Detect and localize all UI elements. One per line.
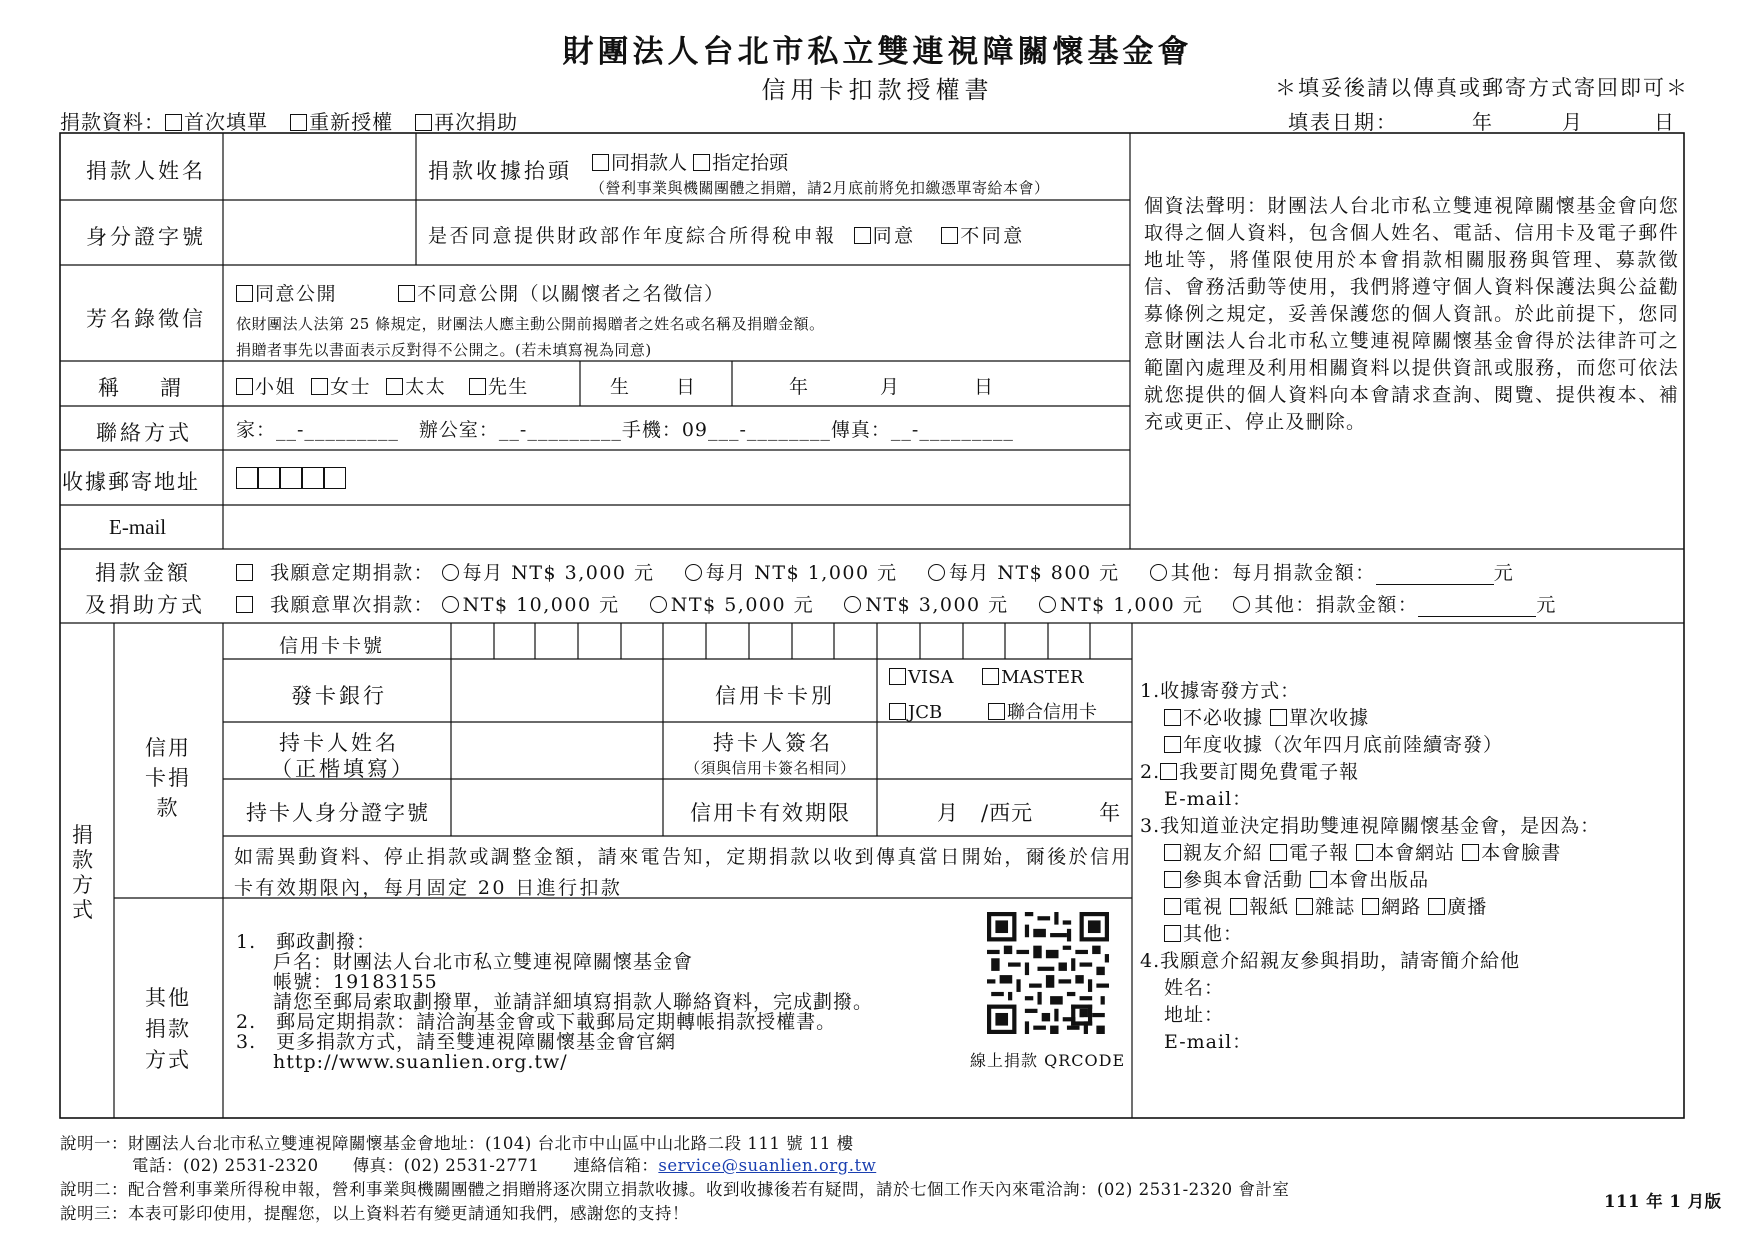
union-card-label: 聯合信用卡 xyxy=(1007,702,1097,723)
single-label: 我願意單次捐款： xyxy=(270,594,435,616)
reason-other-checkbox[interactable] xyxy=(1164,925,1181,942)
single-other-label: 其他：捐款金額： xyxy=(1254,594,1419,616)
periodic-checkbox[interactable] xyxy=(236,564,253,581)
referral-email[interactable]: E-mail： xyxy=(1164,1031,1253,1053)
holder-id-label: 持卡人身分證字號 xyxy=(246,801,430,825)
master-checkbox[interactable] xyxy=(982,668,999,685)
birthday-label: 生 日 xyxy=(610,376,699,398)
periodic-800-label: 每月 NT$ 800 元 xyxy=(948,562,1120,584)
honor-roll-label: 芳名錄徵信 xyxy=(86,307,206,331)
birthday-month[interactable]: 月 xyxy=(880,376,900,398)
single-10000-label: NT$ 10,000 元 xyxy=(462,594,620,616)
referral-address[interactable]: 地址： xyxy=(1164,1004,1225,1026)
title-mr-checkbox[interactable] xyxy=(469,378,486,395)
qr-label: 線上捐款 QRCODE xyxy=(970,1051,1126,1070)
donate-again-label: 再次捐助 xyxy=(434,110,519,134)
honor-note-2: 捐贈者事先以書面表示反對得不公開之。(若未填寫視為同意) xyxy=(236,341,652,359)
same-as-donor-checkbox[interactable] xyxy=(592,154,609,171)
credit-card-label: 信用卡捐款 xyxy=(145,736,191,820)
periodic-1000-label: 每月 NT$ 1,000 元 xyxy=(705,562,898,584)
other-item-3: 3. 更多捐款方式，請至雙連視障關懷基金會官網 xyxy=(236,1031,677,1053)
title-miss-label: 小姐 xyxy=(255,376,297,398)
reason-other-label: 其他： xyxy=(1183,923,1244,945)
expiry-label: 信用卡有效期限 xyxy=(690,801,851,825)
master-label: MASTER xyxy=(1001,667,1084,688)
receipt-note: （營利事業與機關團體之捐贈，請2月底前將免扣繳憑單寄給本會） xyxy=(590,179,1050,197)
reason-magazine-checkbox[interactable] xyxy=(1296,898,1313,915)
contact-fields[interactable]: 家：__-_________ 辦公室：__-_________手機：09___-________傳真：__-_________ xyxy=(236,419,1014,441)
contact-email-link[interactable]: service@suanlien.org.tw xyxy=(658,1156,877,1175)
single-other-radio[interactable] xyxy=(1233,596,1250,613)
reason-internet-label: 網路 xyxy=(1381,896,1422,918)
signature-note: （須與信用卡簽名相同） xyxy=(685,759,856,777)
periodic-other-radio[interactable] xyxy=(1150,564,1167,581)
honor-options xyxy=(236,279,725,306)
periodic-800-radio[interactable] xyxy=(928,564,945,581)
receipt-section xyxy=(1140,678,1680,1056)
first-time-label: 首次填單 xyxy=(184,110,268,134)
single-checkbox[interactable] xyxy=(236,596,253,613)
reason-friend-label: 親友介紹 xyxy=(1183,842,1264,864)
other-item-account-name: 戶名：財團法人台北市私立雙連視障關懷基金會 xyxy=(273,951,694,973)
receipt-method-question: 1.收據寄發方式： xyxy=(1140,680,1301,702)
id-number-label: 身分證字號 xyxy=(86,225,206,249)
single-receipt-label: 單次收據 xyxy=(1289,707,1370,729)
periodic-other-amount[interactable] xyxy=(1376,562,1494,585)
periodic-other-label: 其他：每月捐款金額： xyxy=(1170,562,1376,584)
jcb-checkbox[interactable] xyxy=(889,703,906,720)
tax-agree-checkbox[interactable] xyxy=(854,227,871,244)
visa-checkbox[interactable] xyxy=(889,668,906,685)
footer-note-1: 說明一：財團法人台北市私立雙連視障關懷基金會地址：(104) 台北市中山區中山北路二段 111 號 11 樓 xyxy=(60,1134,854,1153)
title-miss-checkbox[interactable] xyxy=(236,378,253,395)
single-row xyxy=(236,590,1557,617)
honor-note-1: 依財團法人法第 25 條規定，財團法人應主動公開前揭贈者之姓名或名稱及捐贈金額。 xyxy=(236,315,825,333)
holder-signature-field[interactable] xyxy=(878,723,1130,778)
address-label: 收據郵寄地址 xyxy=(62,470,200,494)
visa-label: VISA xyxy=(908,667,954,688)
fill-date-day: 日 xyxy=(1654,110,1676,134)
card-type-row-2 xyxy=(889,698,1097,724)
periodic-label: 我願意定期捐款： xyxy=(270,562,435,584)
periodic-3000-radio[interactable] xyxy=(442,564,459,581)
fill-date-year: 年 xyxy=(1472,110,1494,134)
single-5000-label: NT$ 5,000 元 xyxy=(670,594,815,616)
jcb-label: JCB xyxy=(908,702,943,723)
reason-facebook-label: 本會臉書 xyxy=(1481,842,1562,864)
tax-agree-label: 同意 xyxy=(872,225,916,247)
qr-code-icon[interactable] xyxy=(987,912,1109,1034)
periodic-1000-radio[interactable] xyxy=(685,564,702,581)
designated-title-label: 指定抬頭 xyxy=(712,152,789,174)
single-5000-radio[interactable] xyxy=(650,596,667,613)
receipt-title-options xyxy=(592,148,788,175)
newsletter-email[interactable]: E-mail： xyxy=(1164,788,1253,810)
birthday-day[interactable]: 日 xyxy=(974,376,994,398)
other-item-account-number: 帳號：19183155 xyxy=(273,971,438,993)
holder-name-note: （正楷填寫） xyxy=(271,757,415,781)
expiry-field[interactable]: 月 /西元 年 xyxy=(937,801,1122,825)
single-10000-radio[interactable] xyxy=(442,596,459,613)
referral-name[interactable]: 姓名： xyxy=(1164,977,1225,999)
single-1000-radio[interactable] xyxy=(1039,596,1056,613)
tax-question-label: 是否同意提供財政部作年度綜合所得稅申報 xyxy=(428,225,837,247)
donor-name-field[interactable] xyxy=(225,135,414,198)
reason-website-checkbox[interactable] xyxy=(1356,844,1373,861)
title-ms-label: 女士 xyxy=(330,376,372,398)
holder-name-label: 持卡人姓名 xyxy=(279,731,399,755)
receipt-title-label: 捐款收據抬頭 xyxy=(428,159,572,183)
form-title: 財團法人台北市私立雙連視障關懷基金會 xyxy=(562,34,1193,70)
honor-public-label: 同意公開 xyxy=(255,283,338,305)
newsletter-number: 2. xyxy=(1140,761,1161,783)
amount-label-1: 捐款金額 xyxy=(95,561,191,585)
issuing-bank-label: 發卡銀行 xyxy=(291,684,387,708)
reason-question: 3.我知道並決定捐助雙連視障關懷基金會，是因為： xyxy=(1140,815,1601,837)
reason-friend-checkbox[interactable] xyxy=(1164,844,1181,861)
fill-date-label: 填表日期： xyxy=(1288,110,1398,134)
id-number-field[interactable] xyxy=(225,202,414,263)
reason-magazine-label: 雜誌 xyxy=(1315,896,1356,918)
footer-contact xyxy=(132,1152,876,1176)
other-item-2: 2. 郵局定期捐款：請洽詢基金會或下載郵局定期轉帳捐款授權書。 xyxy=(236,1011,837,1033)
change-note-2: 卡有效期限內，每月固定 20 日進行扣款 xyxy=(234,877,623,899)
no-receipt-label: 不必收據 xyxy=(1183,707,1264,729)
card-number-label: 信用卡卡號 xyxy=(279,635,385,657)
holder-name-field[interactable] xyxy=(452,723,662,778)
fill-date-month: 月 xyxy=(1562,110,1584,134)
single-3000-radio[interactable] xyxy=(844,596,861,613)
reauthorize-label: 重新授權 xyxy=(309,110,394,134)
reason-enews-checkbox[interactable] xyxy=(1270,844,1287,861)
annual-receipt-checkbox[interactable] xyxy=(1164,736,1181,753)
tax-disagree-label: 不同意 xyxy=(960,225,1025,247)
card-type-row-1 xyxy=(889,667,1084,688)
periodic-3000-label: 每月 NT$ 3,000 元 xyxy=(462,562,655,584)
title-ms-checkbox[interactable] xyxy=(311,378,328,395)
email-field[interactable] xyxy=(225,507,1128,547)
honor-private-checkbox[interactable] xyxy=(398,285,415,302)
single-other-amount[interactable] xyxy=(1418,594,1536,617)
website-link[interactable]: http://www.suanlien.org.tw/ xyxy=(273,1051,568,1073)
footer-note-3: 說明三：本表可影印使用，提醒您，以上資料若有變更請通知我們，感謝您的支持！ xyxy=(60,1204,689,1223)
honor-public-checkbox[interactable] xyxy=(236,285,253,302)
reason-activity-label: 參與本會活動 xyxy=(1183,869,1304,891)
reason-tv-label: 電視 xyxy=(1183,896,1224,918)
reason-website-label: 本會網站 xyxy=(1375,842,1456,864)
return-note: ＊填妥後請以傳真或郵寄方式寄回即可＊ xyxy=(1275,76,1689,100)
reason-activity-checkbox[interactable] xyxy=(1164,871,1181,888)
union-card-checkbox[interactable] xyxy=(988,703,1005,720)
reason-newspaper-checkbox[interactable] xyxy=(1230,898,1247,915)
reason-tv-checkbox[interactable] xyxy=(1164,898,1181,915)
reason-enews-label: 電子報 xyxy=(1289,842,1350,864)
payment-method-label: 捐款方式 xyxy=(72,823,93,922)
title-options xyxy=(236,372,529,399)
version-label: 111 年 1 月版 xyxy=(1604,1192,1722,1211)
same-as-donor-label: 同捐款人 xyxy=(611,152,688,174)
other-item-1: 1. 郵政劃撥： xyxy=(236,931,377,953)
tax-disagree-checkbox[interactable] xyxy=(941,227,958,244)
periodic-row xyxy=(236,558,1514,585)
other-method-label: 其他捐款方式 xyxy=(145,986,191,1072)
footer-note-2: 說明二：配合營利事業所得稅申報，營利事業與機關團體之捐贈將逐次開立捐款收據。收到收據後若有疑問，請於七個工作天內來電洽詢：(02) 2531-2320 會計室 xyxy=(60,1180,1290,1199)
donation-type-label: 捐款資料： xyxy=(60,110,165,134)
other-methods-list xyxy=(236,932,873,1072)
designated-title-checkbox[interactable] xyxy=(693,154,710,171)
reason-publication-label: 本會出版品 xyxy=(1329,869,1430,891)
honor-private-label: 不同意公開（以關懷者之名徵信） xyxy=(417,283,725,305)
referral-question: 4.我願意介紹親友參與捐助，請寄簡介給他 xyxy=(1140,950,1521,972)
single-3000-label: NT$ 3,000 元 xyxy=(865,594,1009,616)
issuing-bank-field[interactable] xyxy=(452,660,662,721)
other-item-instructions: 請您至郵局索取劃撥單，並請詳細填寫捐款人聯絡資料，完成劃撥。 xyxy=(273,991,874,1013)
title-mrs-label: 太太 xyxy=(405,376,447,398)
card-type-label: 信用卡卡別 xyxy=(715,684,835,708)
card-number-field[interactable] xyxy=(452,624,1130,658)
holder-signature-label: 持卡人簽名 xyxy=(713,731,833,755)
single-receipt-checkbox[interactable] xyxy=(1270,709,1287,726)
single-1000-label: NT$ 1,000 元 xyxy=(1059,594,1204,616)
newsletter-label: 我要訂閱免費電子報 xyxy=(1179,761,1360,783)
footer-phone: 電話：(02) 2531-2320 傳真：(02) 2531-2771 連絡信箱： xyxy=(132,1156,659,1175)
change-note-1: 如需異動資料、停止捐款或調整金額，請來電告知，定期捐款以收到傳真當日開始，爾後於信用 xyxy=(234,846,1133,868)
annual-receipt-label: 年度收據（次年四月底前陸續寄發） xyxy=(1183,734,1504,756)
reason-radio-label: 廣播 xyxy=(1447,896,1488,918)
no-receipt-checkbox[interactable] xyxy=(1164,709,1181,726)
tax-question xyxy=(428,221,1025,248)
newsletter-checkbox[interactable] xyxy=(1160,763,1177,780)
title-mr-label: 先生 xyxy=(487,376,529,398)
donor-name-label: 捐款人姓名 xyxy=(86,159,206,183)
postal-code-boxes[interactable] xyxy=(236,467,346,493)
single-currency: 元 xyxy=(1536,594,1557,616)
reason-internet-checkbox[interactable] xyxy=(1362,898,1379,915)
periodic-currency: 元 xyxy=(1493,562,1515,584)
amount-label-2: 及捐助方式 xyxy=(85,593,205,617)
reason-facebook-checkbox[interactable] xyxy=(1462,844,1479,861)
form-subtitle: 信用卡扣款授權書 xyxy=(761,76,994,104)
title-mrs-checkbox[interactable] xyxy=(386,378,403,395)
reason-newspaper-label: 報紙 xyxy=(1249,896,1290,918)
title-label: 稱 謂 xyxy=(98,376,191,400)
email-label: E-mail xyxy=(109,515,167,539)
holder-id-field[interactable] xyxy=(452,780,662,835)
privacy-statement: 個資法聲明：財團法人台北市私立雙連視障關懷基金會向您取得之個人資料，包含個人姓名、電話、信用卡及電子郵件地址等，將僅限使用於本會捐款相關服務與管理、募款徵信、會務活動等使用，我們將遵守個人資料保護法與公益勸募條例之規定，妥善保護您的個人資訊。於此前提下，您同意財團法人台北市私立雙連視障關懷基金會得於法律許可之範圍內處理及利用相關資料以提供資訊或服務，而您可依法就您提供的個人資料向本會請求查詢、閱覽、提供複本、補充或更正、停止及刪除。 xyxy=(1144,195,1679,433)
reason-radio-checkbox[interactable] xyxy=(1428,898,1445,915)
reason-publication-checkbox[interactable] xyxy=(1310,871,1327,888)
contact-label: 聯絡方式 xyxy=(96,421,192,445)
birthday-year[interactable]: 年 xyxy=(789,376,809,398)
